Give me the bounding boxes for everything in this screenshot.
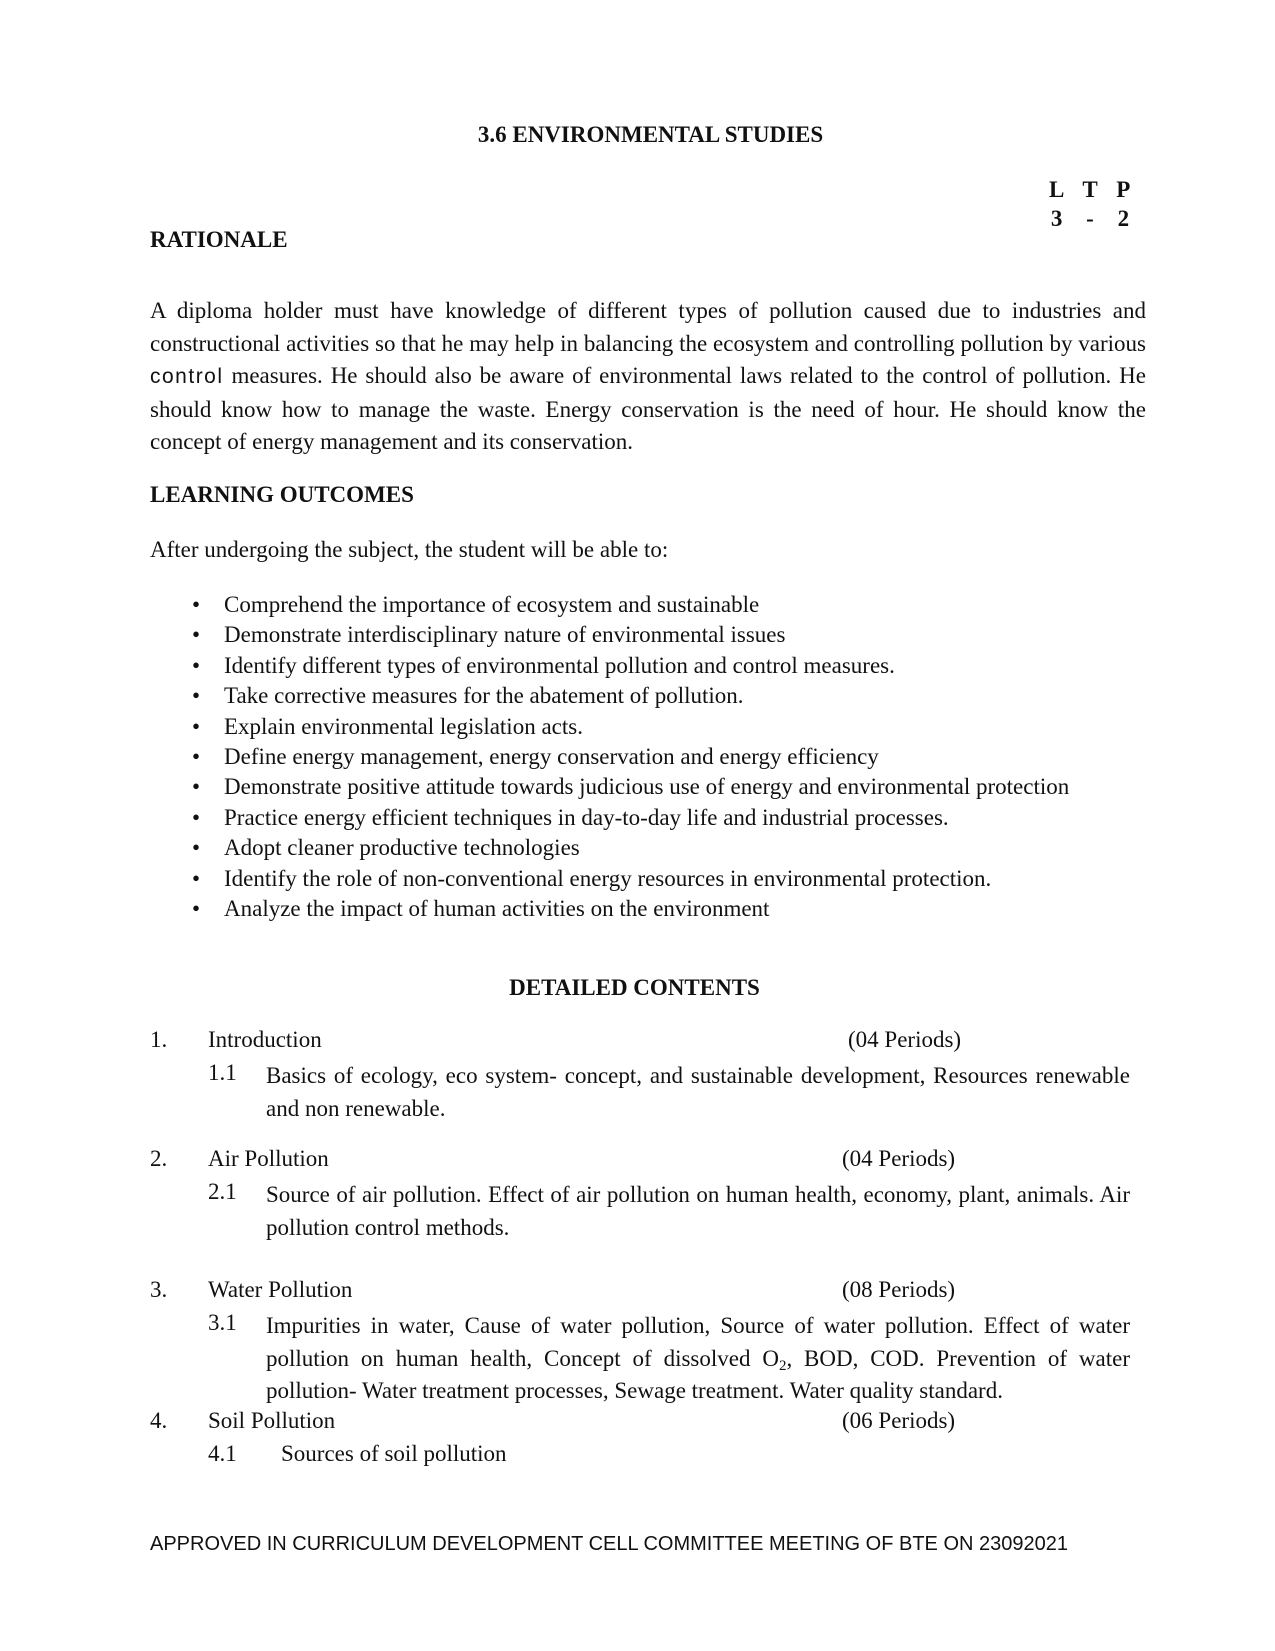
subsection-3-1-text [266, 1310, 1130, 1408]
learning-outcomes-heading: LEARNING OUTCOMES [150, 482, 414, 507]
section-3-periods: (08 Periods) [842, 1277, 956, 1302]
section-4-number: 4. [150, 1408, 168, 1433]
list-item [186, 620, 1069, 650]
section-2-title: Air Pollution [208, 1146, 329, 1171]
page-title: 3.6 ENVIRONMENTAL STUDIES [477, 122, 824, 147]
list-item-text: Take corrective measures for the abatement of pollution. [224, 683, 744, 709]
subsection-3-1-text-before: Impurities in water, Cause of water pollution, Source of water pollution. Effect of water pollution on human health, Concept of dissolved O [266, 1313, 1130, 1371]
section-2-periods: (04 Periods) [842, 1146, 956, 1171]
rationale-text-before: A diploma holder must have knowledge of different types of pollution caused due to industries and constructional activities so that he may help in balancing the ecosystem and controlling pollution by various [150, 298, 1146, 356]
section-1-periods: (04 Periods) [848, 1027, 962, 1052]
bullet-icon: • [191, 835, 201, 861]
list-item-text: Identify different types of environmental pollution and control measures. [224, 652, 895, 678]
subsection-4-1-number: 4.1 [208, 1441, 237, 1466]
learning-outcomes-intro: After undergoing the subject, the student will be able to: [150, 537, 669, 562]
list-item-text: Define energy management, energy conservation and energy efficiency [224, 744, 879, 770]
bullet-icon: • [191, 652, 201, 678]
list-item-text: Comprehend the importance of ecosystem and sustainable [224, 592, 760, 617]
list-item-text: Explain environmental legislation acts. [224, 713, 583, 739]
bullet-icon: • [191, 622, 201, 648]
section-3-title: Water Pollution [208, 1277, 353, 1302]
list-item [186, 742, 1069, 772]
subsection-1-1-number: 1.1 [208, 1060, 237, 1085]
subsection-2-1-text: Source of air pollution. Effect of air pollution on human health, economy, plant, animals. Air pollution control methods. [266, 1182, 1130, 1240]
list-item-text: Demonstrate interdisciplinary nature of environmental issues [224, 622, 786, 648]
list-item-text: Analyze the impact of human activities on the environment [224, 896, 770, 922]
section-1-title: Introduction [208, 1027, 322, 1052]
ltp-header-l: L [1048, 177, 1065, 202]
bullet-icon: • [191, 713, 201, 739]
ltp-table [1040, 175, 1140, 233]
footer-approval-note: APPROVED IN CURRICULUM DEVELOPMENT CELL COMMITTEE MEETING OF BTE ON 23092021 [150, 1533, 1068, 1555]
ltp-header-t: T [1082, 177, 1098, 202]
section-2-number: 2. [150, 1146, 168, 1171]
detailed-contents-heading: DETAILED CONTENTS [509, 975, 760, 1000]
list-item [186, 681, 1069, 711]
bullet-icon: • [191, 896, 201, 922]
list-item-text: Demonstrate positive attitude towards judicious use of energy and environmental protection [224, 774, 1070, 800]
list-item-text: Practice energy efficient techniques in day-to-day life and industrial processes. [224, 804, 949, 830]
rationale-text-spaced: control [150, 365, 224, 388]
bullet-icon: • [191, 774, 201, 800]
bullet-icon: • [191, 865, 201, 891]
subsection-1-1-text: Basics of ecology, eco system- concept, and sustainable development, Resources renewable and non renewable. [266, 1063, 1130, 1121]
list-item-text: Identify the role of non-conventional energy resources in environmental protection. [224, 865, 992, 891]
list-item [186, 590, 1069, 620]
list-item-text: Adopt cleaner productive technologies [224, 835, 580, 861]
subsection-3-1-number: 3.1 [208, 1310, 237, 1335]
ltp-value-row [1040, 204, 1140, 233]
subsection-3-1-text-after: , BOD, COD. Prevention of water pollution- Water treatment processes, Sewage treatment. Water quality standard. [266, 1345, 1130, 1403]
list-item [186, 803, 1069, 833]
ltp-value-l: 3 [1050, 206, 1063, 231]
ltp-header-row [1040, 175, 1140, 204]
list-item [186, 651, 1069, 681]
section-4-title: Soil Pollution [208, 1408, 336, 1433]
list-item [186, 894, 1069, 924]
section-4-periods: (06 Periods) [842, 1408, 956, 1433]
ltp-header-p: P [1116, 177, 1131, 202]
subsection-4-1-text: Sources of soil pollution [281, 1441, 507, 1466]
rationale-paragraph [150, 295, 1146, 459]
section-1-number: 1. [150, 1027, 168, 1052]
ltp-value-p: 2 [1117, 206, 1130, 231]
bullet-icon: • [191, 683, 201, 709]
list-item [186, 864, 1069, 894]
section-3-number: 3. [150, 1277, 168, 1302]
bullet-icon: • [191, 592, 201, 617]
list-item [186, 833, 1069, 863]
subsection-2-1-number: 2.1 [208, 1179, 237, 1204]
bullet-icon: • [191, 804, 201, 830]
learning-outcomes-list [186, 590, 1069, 924]
bullet-icon: • [191, 744, 201, 770]
subscript-2: 2 [778, 1357, 787, 1374]
ltp-value-t: - [1086, 206, 1094, 231]
list-item [186, 772, 1069, 802]
list-item [186, 712, 1069, 742]
rationale-heading: RATIONALE [150, 227, 288, 252]
rationale-text-after: measures. He should also be aware of environmental laws related to the control of pollution. He should know how to manage the waste. Energy conservation is the need of hour. He should know the concept of energy management and its conservation. [150, 363, 1146, 454]
